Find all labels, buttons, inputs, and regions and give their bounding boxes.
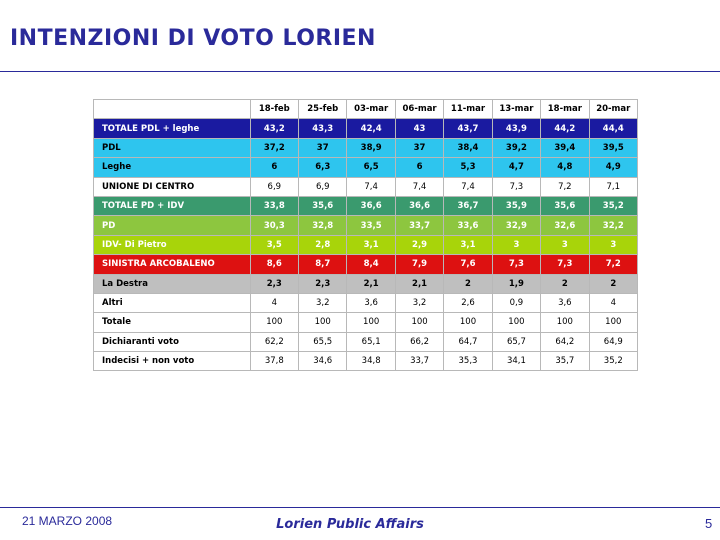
table-cell: 3 <box>541 235 589 254</box>
table-cell: 4 <box>589 293 637 312</box>
table-cell: 7,2 <box>541 177 589 196</box>
table-cell: 6,9 <box>250 177 298 196</box>
table-cell: 32,2 <box>589 216 637 235</box>
table-header-cell: 18-mar <box>541 100 589 119</box>
table-cell: 38,9 <box>347 138 395 157</box>
table-cell: 0,9 <box>492 293 540 312</box>
table-row <box>94 293 638 312</box>
table-cell: 6,9 <box>299 177 347 196</box>
row-label: Totale <box>94 313 251 332</box>
row-label: TOTALE PD + IDV <box>94 196 251 215</box>
table-cell: 1,9 <box>492 274 540 293</box>
row-label: SINISTRA ARCOBALENO <box>94 255 251 274</box>
table-cell: 43,9 <box>492 119 540 138</box>
table-cell: 43,2 <box>250 119 298 138</box>
table-cell: 33,5 <box>347 216 395 235</box>
table-cell: 7,9 <box>395 255 443 274</box>
table-cell: 39,4 <box>541 138 589 157</box>
table-cell: 100 <box>395 313 443 332</box>
table-cell: 2,8 <box>299 235 347 254</box>
table-cell: 35,2 <box>589 352 637 371</box>
table-cell: 3,1 <box>444 235 492 254</box>
page-number: 5 <box>705 516 713 531</box>
table-row <box>94 158 638 177</box>
row-label: La Destra <box>94 274 251 293</box>
table-header-cell: 03-mar <box>347 100 395 119</box>
row-label: UNIONE DI CENTRO <box>94 177 251 196</box>
table-cell: 33,7 <box>395 352 443 371</box>
table-cell: 3 <box>589 235 637 254</box>
row-label: PDL <box>94 138 251 157</box>
table-row <box>94 235 638 254</box>
table-cell: 35,3 <box>444 352 492 371</box>
table-cell: 62,2 <box>250 332 298 351</box>
table-cell: 6 <box>250 158 298 177</box>
table-cell: 2 <box>541 274 589 293</box>
table-cell: 35,9 <box>492 196 540 215</box>
table-cell: 100 <box>444 313 492 332</box>
table-row <box>94 332 638 351</box>
table-cell: 34,6 <box>299 352 347 371</box>
table-row <box>94 352 638 371</box>
table-cell: 7,3 <box>492 255 540 274</box>
table-cell: 36,7 <box>444 196 492 215</box>
table-cell: 66,2 <box>395 332 443 351</box>
table-cell: 5,3 <box>444 158 492 177</box>
table-cell: 37 <box>395 138 443 157</box>
header-divider <box>0 71 720 72</box>
table-cell: 8,4 <box>347 255 395 274</box>
row-label: Dichiaranti voto <box>94 332 251 351</box>
table-cell: 3,1 <box>347 235 395 254</box>
table-cell: 37,8 <box>250 352 298 371</box>
table-cell: 65,1 <box>347 332 395 351</box>
table-cell: 39,5 <box>589 138 637 157</box>
table-cell: 64,2 <box>541 332 589 351</box>
table-cell: 7,3 <box>541 255 589 274</box>
table-cell: 34,1 <box>492 352 540 371</box>
row-label: PD <box>94 216 251 235</box>
row-label: TOTALE PDL + leghe <box>94 119 251 138</box>
table-header-cell: 13-mar <box>492 100 540 119</box>
table-cell: 2 <box>444 274 492 293</box>
table-cell: 4,8 <box>541 158 589 177</box>
table-row <box>94 138 638 157</box>
table-cell: 32,6 <box>541 216 589 235</box>
row-label: Indecisi + non voto <box>94 352 251 371</box>
table-cell: 65,7 <box>492 332 540 351</box>
table-cell: 36,6 <box>347 196 395 215</box>
table-cell: 100 <box>589 313 637 332</box>
row-label: Leghe <box>94 158 251 177</box>
table-cell: 44,2 <box>541 119 589 138</box>
page-title: INTENZIONI DI VOTO LORIEN <box>10 26 376 51</box>
table-cell: 35,6 <box>541 196 589 215</box>
table-cell: 7,2 <box>589 255 637 274</box>
table-cell: 2,1 <box>395 274 443 293</box>
table-row <box>94 274 638 293</box>
table-cell: 4 <box>250 293 298 312</box>
table-cell: 37 <box>299 138 347 157</box>
table-header-cell: 06-mar <box>395 100 443 119</box>
table-header-row <box>94 100 638 119</box>
table-cell: 7,6 <box>444 255 492 274</box>
table-cell: 2,9 <box>395 235 443 254</box>
table-cell: 2,3 <box>250 274 298 293</box>
table-cell: 3,5 <box>250 235 298 254</box>
table-header-cell: 20-mar <box>589 100 637 119</box>
table-cell: 39,2 <box>492 138 540 157</box>
table-cell: 100 <box>541 313 589 332</box>
table-cell: 6,3 <box>299 158 347 177</box>
table-cell: 42,4 <box>347 119 395 138</box>
table-cell: 7,1 <box>589 177 637 196</box>
table-cell: 33,7 <box>395 216 443 235</box>
table-cell: 100 <box>492 313 540 332</box>
voting-intentions-table <box>93 99 638 371</box>
table-cell: 4,9 <box>589 158 637 177</box>
table-cell: 65,5 <box>299 332 347 351</box>
table-header-cell: 18-feb <box>250 100 298 119</box>
table-cell: 3,2 <box>299 293 347 312</box>
table-row <box>94 119 638 138</box>
table-cell: 30,3 <box>250 216 298 235</box>
table-cell: 43,7 <box>444 119 492 138</box>
footer-company: Lorien Public Affairs <box>276 517 424 532</box>
table-cell: 7,4 <box>347 177 395 196</box>
table-cell: 64,7 <box>444 332 492 351</box>
row-label: IDV- Di Pietro <box>94 235 251 254</box>
table-cell: 33,8 <box>250 196 298 215</box>
table-cell: 100 <box>299 313 347 332</box>
table-header-cell: 25-feb <box>299 100 347 119</box>
table-cell: 64,9 <box>589 332 637 351</box>
table-cell: 2 <box>589 274 637 293</box>
table-cell: 44,4 <box>589 119 637 138</box>
table-cell: 36,6 <box>395 196 443 215</box>
table-cell: 35,7 <box>541 352 589 371</box>
table-cell: 38,4 <box>444 138 492 157</box>
table-header-cell: 11-mar <box>444 100 492 119</box>
table-cell: 8,6 <box>250 255 298 274</box>
table-cell: 3,6 <box>541 293 589 312</box>
table-cell: 7,4 <box>444 177 492 196</box>
table-cell: 33,6 <box>444 216 492 235</box>
table-cell: 8,7 <box>299 255 347 274</box>
table-cell: 34,8 <box>347 352 395 371</box>
table-cell: 32,8 <box>299 216 347 235</box>
table-header-cell <box>94 100 251 119</box>
table-cell: 35,6 <box>299 196 347 215</box>
table-cell: 7,3 <box>492 177 540 196</box>
footer-date: 21 MARZO 2008 <box>22 514 113 528</box>
table-cell: 43,3 <box>299 119 347 138</box>
table-cell: 2,1 <box>347 274 395 293</box>
table-cell: 43 <box>395 119 443 138</box>
footer-divider <box>0 507 720 508</box>
table-cell: 3,6 <box>347 293 395 312</box>
table-row <box>94 216 638 235</box>
table-cell: 4,7 <box>492 158 540 177</box>
table-cell: 2,6 <box>444 293 492 312</box>
table-row <box>94 255 638 274</box>
table-cell: 3 <box>492 235 540 254</box>
table-cell: 37,2 <box>250 138 298 157</box>
table-row <box>94 196 638 215</box>
table-cell: 7,4 <box>395 177 443 196</box>
table-cell: 6 <box>395 158 443 177</box>
table-cell: 100 <box>347 313 395 332</box>
table-cell: 6,5 <box>347 158 395 177</box>
table-row <box>94 313 638 332</box>
table-cell: 2,3 <box>299 274 347 293</box>
table-cell: 35,2 <box>589 196 637 215</box>
table-cell: 3,2 <box>395 293 443 312</box>
row-label: Altri <box>94 293 251 312</box>
table-cell: 100 <box>250 313 298 332</box>
table-cell: 32,9 <box>492 216 540 235</box>
table-row <box>94 177 638 196</box>
